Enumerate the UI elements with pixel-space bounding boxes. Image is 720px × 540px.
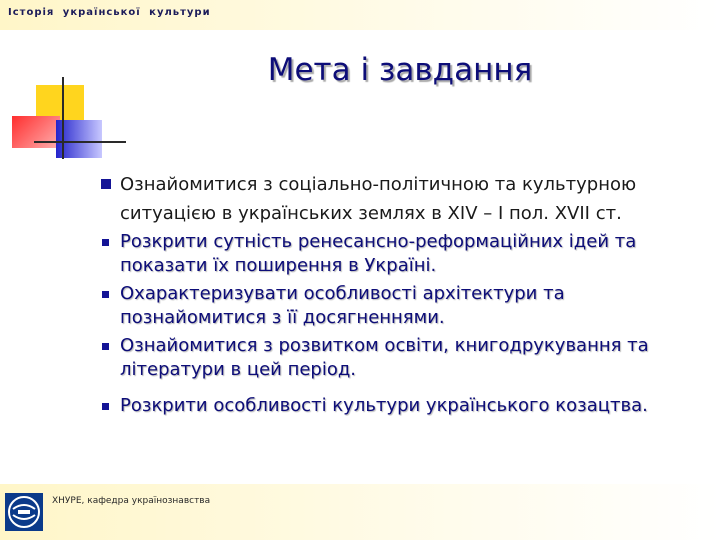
slide-title: Мета і завдання <box>267 52 533 88</box>
horizontal-line <box>34 141 126 143</box>
course-label: Історія української культури <box>8 7 211 18</box>
bullet-text: Охарактеризувати особливості архітектури та познайомитися з її досягненнями. <box>120 283 565 328</box>
footer-band <box>0 484 720 540</box>
bullet-text: Розкрити сутність ренесансно-реформаційних ідей та показати їх поширення в Україні. <box>120 231 637 276</box>
square-bullet-icon <box>102 343 109 350</box>
bullet-item <box>96 170 696 228</box>
red-square <box>12 116 60 148</box>
footer-label: ХНУРЕ, кафедра українознавства <box>52 496 211 506</box>
bullet-item <box>96 230 696 278</box>
bullet-list <box>96 170 696 418</box>
university-logo-icon <box>4 492 44 532</box>
bullet-item <box>96 334 696 382</box>
bullet-text: Розкрити особливості культури українського козацтва. <box>120 395 648 416</box>
bullet-item <box>96 282 696 330</box>
square-bullet-icon <box>102 403 109 410</box>
bullet-text: Ознайомитися з розвитком освіти, книгодрукування та літератури в цей період. <box>120 335 649 380</box>
decorative-squares <box>0 60 120 170</box>
bullet-text: Ознайомитися з соціально-політичною та культурною ситуацією в українських землях в XIV – I пол. XVII ст. <box>120 174 637 224</box>
vertical-line <box>62 77 64 159</box>
square-bullet-icon <box>102 239 109 246</box>
square-bullet-icon <box>102 291 109 298</box>
bullet-item <box>96 394 696 418</box>
square-bullet-icon <box>101 179 111 189</box>
